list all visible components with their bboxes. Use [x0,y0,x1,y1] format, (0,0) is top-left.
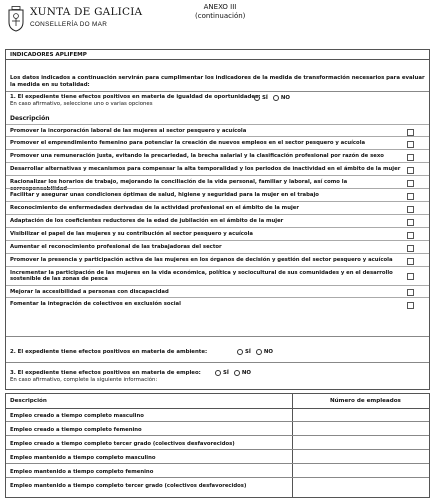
indicator-row [6,285,429,297]
indicator-checkbox[interactable] [407,167,414,174]
indicator-checkbox[interactable] [407,219,414,226]
indicator-checkbox[interactable] [407,232,414,239]
divider [6,336,429,337]
q3-yes-radio[interactable] [215,370,221,376]
annex-title: ANEXO III [203,3,237,11]
annex-label [195,3,245,20]
employment-row [6,423,429,436]
employment-table-header [6,394,429,409]
indicator-label: Visibilizar el papel de las mujeres y su contribución al sector pesquero y acuícola [10,231,253,237]
galicia-crest-icon [7,6,25,32]
employment-row [6,451,429,464]
employment-row [6,465,429,478]
indicator-row [6,240,429,253]
indicator-row [6,124,429,136]
indicator-checkbox[interactable] [407,193,414,200]
document-header [0,0,434,40]
q2-no-label: NO [263,349,273,355]
indicators-form [5,59,430,390]
q1-yes-label: SÍ [262,95,268,101]
indicator-label: Desarrollar alternativas y mecanismos para compensar la alta temporalidad y los periodos de inactividad en el ámbito de la mujer [10,166,401,172]
indicator-checkbox[interactable] [407,258,414,265]
indicator-label: Facilitar y asegurar unas condiciones óptimas de salud, higiene y seguridad para la mujer en el trabajo [10,192,319,198]
question-3 [10,370,201,384]
employment-row-label: Empleo creado a tiempo completo masculino [10,412,144,419]
indicator-row [6,188,429,201]
q3-no-radio[interactable] [234,370,240,376]
employment-row-label: Empleo creado a tiempo completo tercer grado (colectivos desfavorecidos) [10,440,235,447]
question-3-options [210,370,251,376]
employment-row [6,479,429,492]
divider [6,91,429,92]
indicator-row [6,214,429,227]
question-2 [10,349,207,356]
indicator-label: Adaptación de los coeficientes reductores de la edad de jubilación en el ámbito de la mujer [10,218,284,224]
question-3-text: 3. El expediente tiene efectos positivos en materia de empleo: [10,370,201,376]
indicator-checkbox[interactable] [407,302,414,309]
employment-table [5,393,430,498]
section-title: INDICADORES APLIFEMP [5,49,430,59]
indicator-label: Promover la presencia y participación activa de las mujeres en los órganos de decisión y gestión del sector pesquero y acuícola [10,257,393,263]
question-3-hint: En caso afirmativo, complete la siguiente información: [10,376,158,383]
indicator-label: Fomentar la integración de colectivos en exclusión social [10,301,181,307]
q3-no-label: NO [241,370,251,376]
intro-text: Los datos indicados a continuación servirán para cumplimentar los indicadores de la medida de transformación necesarios para evaluar la medida en su totalidad: [10,75,425,88]
indicator-row [6,162,429,175]
indicator-label: Racionalizar los horarios de trabajo, mejorando la conciliación de la vida personal, familiar y laboral, así como la corresponsabilidad [10,179,348,192]
indicator-label: Aumentar el reconocimiento profesional de las trabajadoras del sector [10,244,222,250]
indicator-label: Incrementar la participación de las mujeres en la vida económica, política y sociocultural de sus comunidades y en el desarrollo sostenible de las zonas de pesca [10,269,393,283]
q1-no-radio[interactable] [273,95,279,101]
employment-row-label: Empleo creado a tiempo completo femenino [10,426,142,433]
indicator-checkbox[interactable] [407,180,414,187]
indicator-label: Mejorar la accesibilidad a personas con discapacidad [10,288,169,295]
indicator-checkbox[interactable] [407,206,414,213]
indicator-row [6,175,429,192]
indicator-label: Reconocimiento de enfermedades derivadas de la actividad profesional en el ámbito de la mujer [10,205,299,211]
org-department: CONSELLERÍA DO MAR [30,21,108,28]
q2-yes-radio[interactable] [237,349,243,355]
indicator-row [6,253,429,266]
divider [6,362,429,363]
indicator-checkbox[interactable] [407,141,414,148]
q2-yes-label: SÍ [245,349,251,355]
indicator-label: Promover una remuneración justa, evitando la precariedad, la brecha salarial y la clasificación profesional por razón de sexo [10,153,384,159]
question-1-text: 1. El expediente tiene efectos positivos en materia de igualdad de oportunidades: [10,94,261,100]
annex-subtitle: (continuación) [195,11,246,20]
q1-yes-radio[interactable] [254,95,260,101]
indicator-row [6,297,429,310]
indicator-row [6,136,429,149]
question-1 [10,94,260,108]
employment-row-label: Empleo mantenido a tiempo completo masculino [10,454,156,461]
employment-row [6,437,429,450]
q3-yes-label: SÍ [223,370,229,376]
indicator-checkbox[interactable] [407,273,414,280]
indicator-checkbox[interactable] [407,129,414,136]
indicator-checkbox[interactable] [407,245,414,252]
indicator-row [6,201,429,214]
indicator-row [6,149,429,162]
indicator-row [6,227,429,240]
question-2-text: 2. El expediente tiene efectos positivos en materia de ambiente: [10,349,208,355]
indicator-label: Promover la incorporación laboral de las mujeres al sector pesquero y acuícola [10,128,247,134]
org-name: XUNTA DE GALICIA [30,6,143,18]
question-2-options [232,349,273,355]
indicator-checkbox[interactable] [407,289,414,296]
employment-row [6,409,429,422]
employment-row-label: Empleo mantenido a tiempo completo femenino [10,468,154,475]
description-header: Descripción [10,115,50,122]
indicator-row [6,266,429,285]
employment-row-label: Empleo mantenido a tiempo completo tercer grado (colectivos desfavorecidos) [10,482,247,489]
column-employee-count: Número de empleados [330,398,401,404]
q2-no-radio[interactable] [256,349,262,355]
indicator-checkbox[interactable] [407,154,414,161]
indicator-label: Promover el emprendimiento femenino para potenciar la creación de nuevos empleos en el sector pesquero y acuícola [10,140,366,146]
q1-no-label: NO [280,95,290,101]
question-1-hint: En caso afirmativo, seleccione uno o varias opciones [10,100,153,107]
column-description: Descripción [10,398,47,404]
question-1-options [249,95,290,101]
